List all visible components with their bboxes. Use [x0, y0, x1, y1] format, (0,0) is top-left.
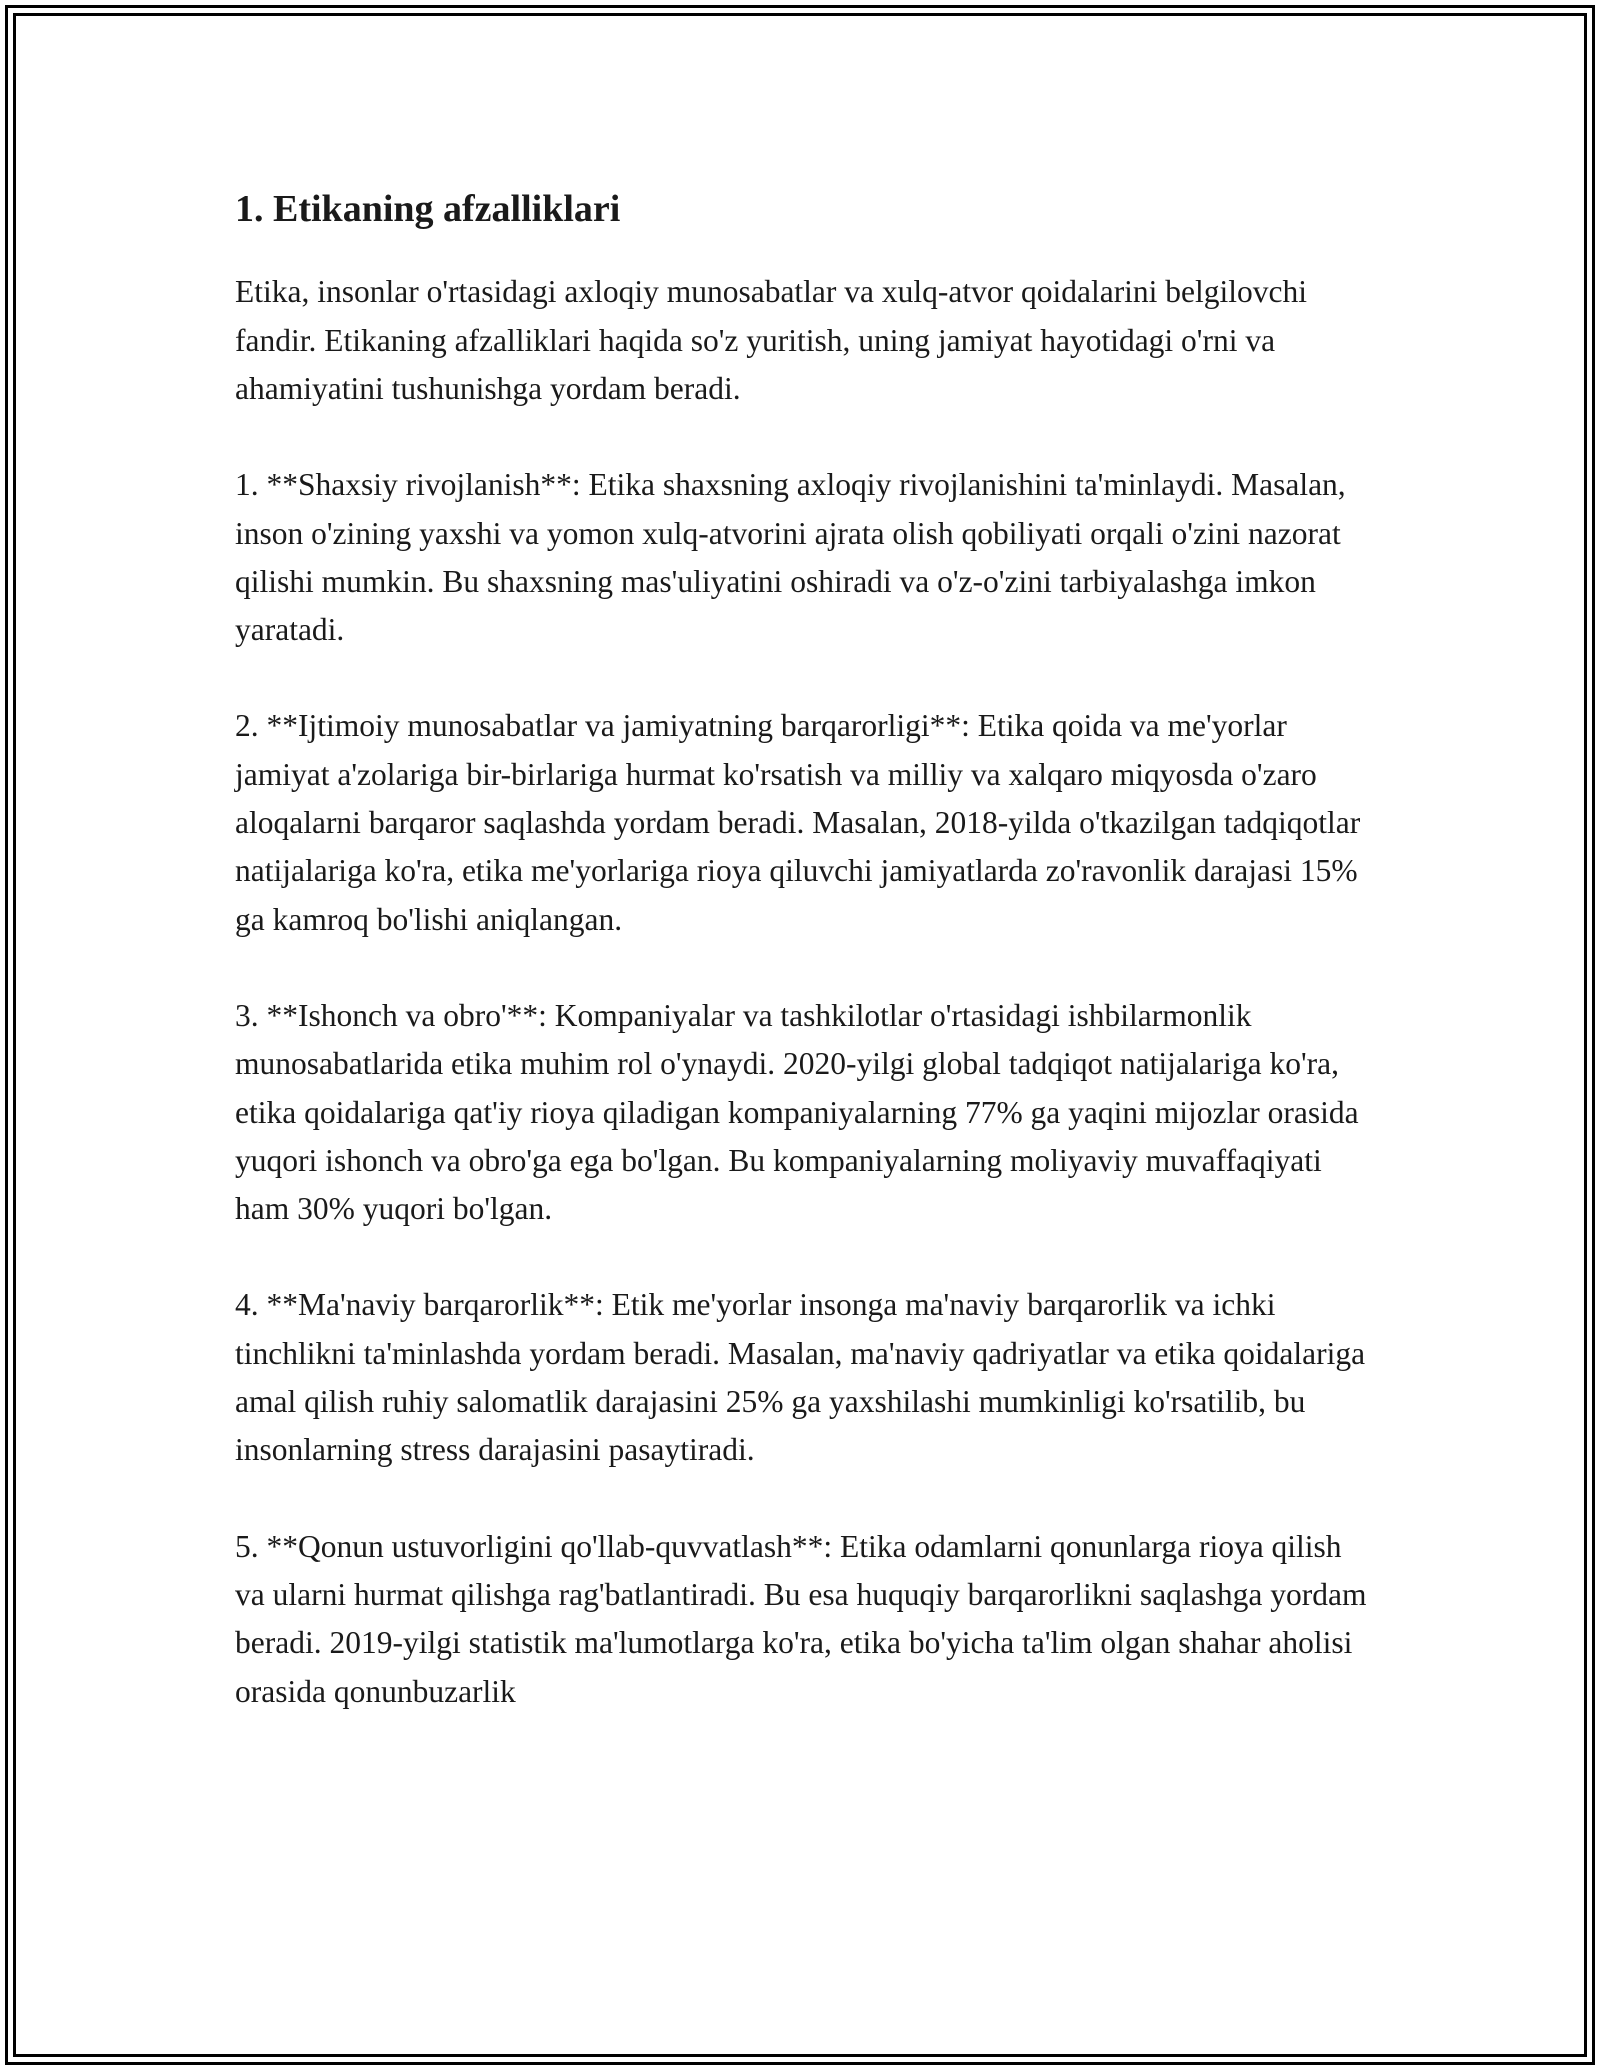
- list-item-rule-of-law: 5. **Qonun ustuvorligini qo'llab-quvvatlash**: Etika odamlarni qonunlarga rioya qilish va ularni hurmat qilishga rag'batlantiradi. Bu esa huquqiy barqarorlikni saqlashga yordam beradi. 2019-yilgi statistik ma'lumotlarga ko'ra, etika bo'yicha ta'lim olgan shahar aholisi orasida qonunbuzarlik: [235, 1528, 1367, 1709]
- intro-paragraph: Etika, insonlar o'rtasidagi axloqiy munosabatlar va xulq-atvor qoidalarini belgilovchi fandir. Etikaning afzalliklari haqida so'z yuritish, uning jamiyat hayotidagi o'rni va ahamiyatini tushunishga yordam beradi.: [235, 274, 1308, 406]
- list-item-trust-reputation: 3. **Ishonch va obro'**: Kompaniyalar va tashkilotlar o'rtasidagi ishbilarmonlik munosabatlarida etika muhim rol o'ynaydi. 2020-yilgi global tadqiqot natijalariga ko'ra, etika qoidalariga qat'iy rioya qiladigan kompaniyalarning 77% ga yaqini mijozlar orasida yuqori ishonch va obro'ga ega bo'lgan. Bu kompaniyalarning moliyaviy muvaffaqiyati ham 30% yuqori bo'lgan.: [235, 997, 1359, 1227]
- document-body: [235, 185, 1375, 1764]
- list-item-personal-development: 1. **Shaxsiy rivojlanish**: Etika shaxsning axloqiy rivojlanishini ta'minlaydi. Masalan, inson o'zining yaxshi va yomon xulq-atvorini ajrata olish qobiliyati orqali o'zini nazorat qilishi mumkin. Bu shaxsning mas'uliyatini oshiradi va o'z-o'zini tarbiyalashga imkon yaratadi.: [235, 467, 1346, 648]
- list-item-social-relations: 2. **Ijtimoiy munosabatlar va jamiyatning barqarorligi**: Etika qoida va me'yorlar jamiyat a'zolariga bir-birlariga hurmat ko'rsatish va milliy va xalqaro miqyosda o'zaro aloqalarni barqaror saqlashda yordam beradi. Masalan, 2018-yilda o'tkazilgan tadqiqotlar natijalariga ko'ra, etika me'yorlariga rioya qiluvchi jamiyatlarda zo'ravonlik darajasi 15% ga kamroq bo'lishi aniqlangan.: [235, 708, 1361, 937]
- list-item-spiritual-stability: 4. **Ma'naviy barqarorlik**: Etik me'yorlar insonga ma'naviy barqarorlik va ichki tinchlikni ta'minlashda yordam beradi. Masalan, ma'naviy qadriyatlar va etika qoidalariga amal qilish ruhiy salomatlik darajasini 25% ga yaxshilashi mumkinligi ko'rsatilib, bu insonlarning stress darajasini pasaytiradi.: [235, 1287, 1366, 1468]
- section-heading: 1. Etikaning afzalliklari: [235, 188, 621, 230]
